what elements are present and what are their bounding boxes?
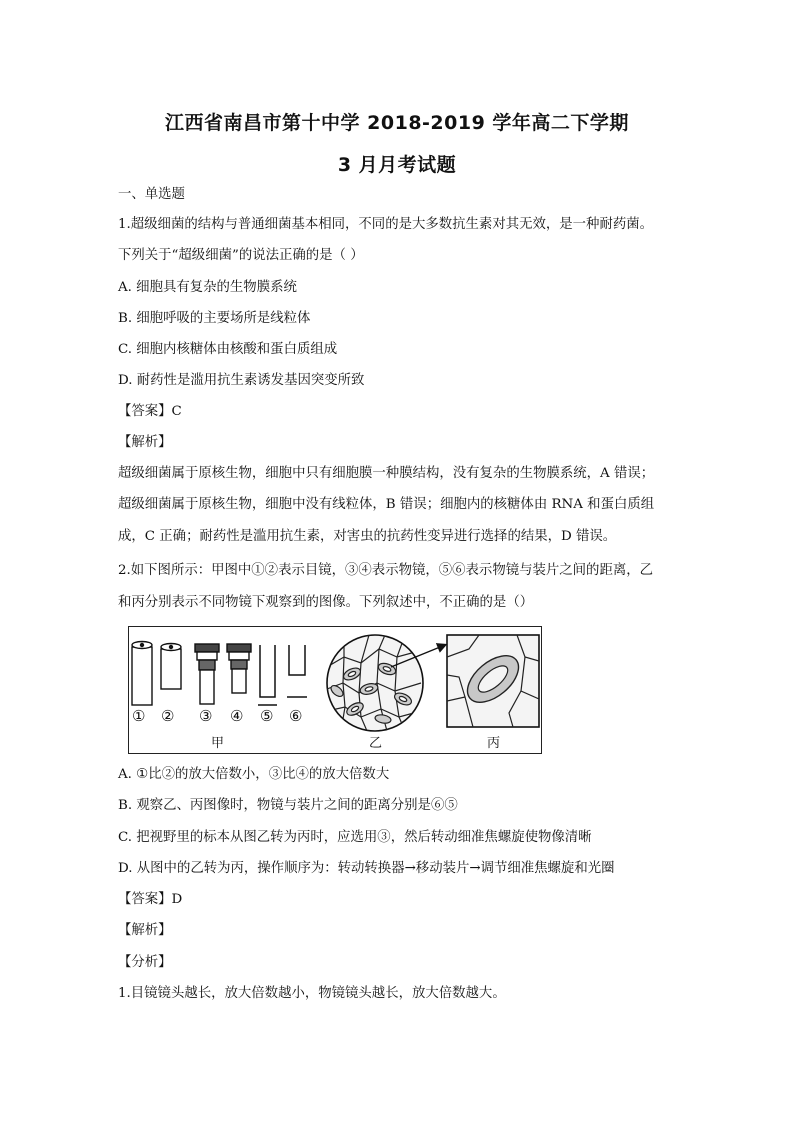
microscope-figure	[128, 626, 542, 754]
question-2-analysis-heading: 【解析】	[118, 923, 172, 938]
question-2-option-b: B. 观察乙、丙图像时，物镜与装片之间的距离分别是⑥⑤	[118, 798, 458, 813]
question-1-analysis-heading: 【解析】	[118, 435, 172, 450]
microscope-figure-svg	[129, 627, 541, 753]
question-2-stem-line1: 2.如下图所示：甲图中①②表示目镜，③④表示物镜，⑤⑥表示物镜与装片之间的距离，乙	[118, 563, 654, 578]
question-2-stem-line2: 和丙分别表示不同物镜下观察到的图像。下列叙述中，不正确的是（）	[118, 595, 534, 610]
distance-6	[287, 645, 307, 697]
question-1-analysis-line1: 超级细菌属于原核生物，细胞中只有细胞膜一种膜结构，没有复杂的生物膜系统，A 错误；	[118, 466, 655, 481]
label-1: ①	[132, 707, 146, 725]
question-2-fenxi-heading: 【分析】	[118, 955, 172, 970]
question-2-option-d: D. 从图中的乙转为丙，操作顺序为：转动转换器→移动装片→调节细准焦螺旋和光圈	[118, 861, 615, 876]
label-4: ④	[230, 707, 244, 725]
label-6: ⑥	[289, 707, 303, 725]
document-title: 江西省南昌市第十中学 2018-2019 学年高二下学期	[165, 112, 629, 134]
caption-bing: 丙	[487, 736, 501, 751]
question-1-analysis-line2: 超级细菌属于原核生物，细胞中没有线粒体，B 错误；细胞内的核糖体由 RNA 和蛋白质组	[118, 497, 655, 512]
label-2: ②	[161, 707, 175, 725]
distance-5	[258, 645, 277, 705]
question-1-stem-line2: 下列关于“超级细菌”的说法正确的是（ ）	[118, 248, 364, 263]
question-2-answer: 【答案】D	[118, 892, 183, 907]
question-1-option-b: B. 细胞呼吸的主要场所是线粒体	[118, 311, 311, 326]
caption-yi: 乙	[369, 736, 383, 751]
objective-3	[195, 644, 219, 704]
question-1-option-c: C. 细胞内核糖体由核酸和蛋白质组成	[118, 342, 338, 357]
objective-4	[227, 644, 251, 693]
question-1-option-d: D. 耐药性是滥用抗生素诱发基因突变所致	[118, 373, 365, 388]
eyepiece-1	[132, 642, 152, 706]
question-1-analysis-line3: 成，C 正确；耐药性是滥用抗生素，对害虫的抗药性变异进行选择的结果，D 错误。	[118, 529, 617, 544]
eyepiece-2	[161, 644, 181, 690]
question-1-answer: 【答案】C	[118, 404, 182, 419]
caption-jia: 甲	[211, 736, 225, 751]
question-2-option-a: A. ①比②的放大倍数小，③比④的放大倍数大	[118, 767, 390, 782]
label-3: ③	[199, 707, 213, 725]
document-subtitle: 3 月月考试题	[337, 154, 457, 176]
question-2-option-c: C. 把视野里的标本从图乙转为丙时，应选用③，然后转动细准焦螺旋使物像清晰	[118, 830, 592, 845]
question-2-fenxi-line: 1.目镜镜头越长，放大倍数越小，物镜镜头越长，放大倍数越大。	[118, 986, 506, 1001]
field-of-view-yi	[327, 635, 423, 731]
field-of-view-bing	[447, 635, 539, 727]
question-1-stem-line1: 1.超级细菌的结构与普通细菌基本相同，不同的是大多数抗生素对其无效，是一种耐药菌。	[118, 217, 654, 232]
question-1-option-a: A. 细胞具有复杂的生物膜系统	[118, 280, 297, 295]
label-5: ⑤	[260, 707, 274, 725]
section-heading: 一、单选题	[118, 187, 185, 202]
